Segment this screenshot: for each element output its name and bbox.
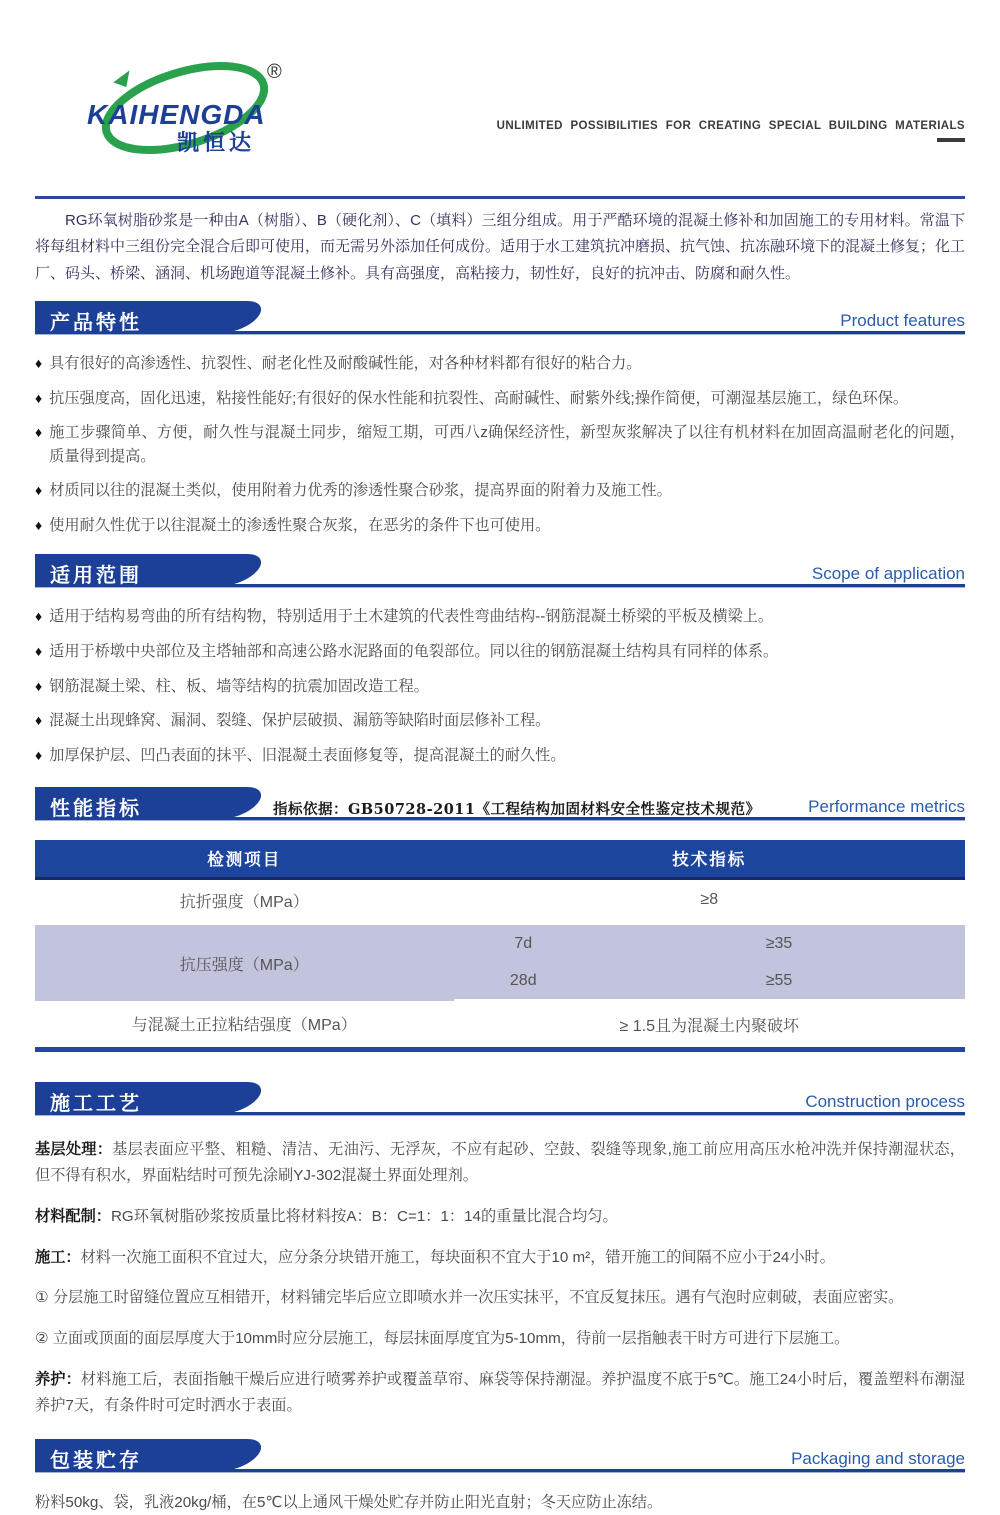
section-header-scope xyxy=(35,554,965,594)
company-tagline: UNLIMITED POSSIBILITIES FOR CREATING SPECIAL BUILDING MATERIALS xyxy=(496,120,965,132)
step-text: 材料施工后，表面指触干燥后应进行喷雾养护或覆盖草帘、麻袋等保持潮湿。养护温度不底于5℃。施工24小时后，覆盖塑料布潮湿养护7天，有条件时可定时洒水于表面。 xyxy=(35,1371,965,1414)
bullet-text: 钢筋混凝土梁、柱、板、墙等结构的抗震加固改造工程。 xyxy=(49,677,429,695)
packaging-text: 粉料50kg、袋，乳液20kg/桶，在5℃以上通风干燥处贮存并防止阳光直射；冬天应防止冻结。 xyxy=(35,1493,663,1511)
logo-brand-en: KAIHENGDA xyxy=(87,99,266,130)
scope-bullet xyxy=(35,675,965,699)
scope-bullet xyxy=(35,605,965,629)
scope-bullet xyxy=(35,744,965,768)
section-title-en: Performance metrics xyxy=(808,797,965,817)
construction-step xyxy=(35,1137,965,1189)
metrics-table xyxy=(35,840,965,1046)
scope-bullet xyxy=(35,640,965,664)
tagline-underline-bar xyxy=(937,138,965,142)
table-row xyxy=(35,923,965,962)
bullet-text: 抗压强度高，固化迅速，粘接性能好;有很好的保水性能和抗裂性、高耐碱性、耐紫外线;操作简便，可潮湿基层施工，绿色环保。 xyxy=(49,389,909,407)
cell-age: 7d xyxy=(454,923,594,962)
diamond-bullet-icon: ♦ xyxy=(35,747,43,764)
section-title-cn: 包装贮存 xyxy=(50,1449,142,1472)
feature-bullet xyxy=(35,421,965,468)
step-label: 施工： xyxy=(35,1248,81,1266)
step-text: ① 分层施工时留缝位置应互相错开，材料铺完毕后应立即喷水并一次压实抹平，不宜反复抹压。遇有气泡时应刺破，表面应密实。 xyxy=(35,1289,904,1307)
step-text: RG环氧树脂砂浆按质量比将材料按A：B：C=1：1：14的重量比混合均匀。 xyxy=(110,1207,618,1225)
company-logo xyxy=(85,48,305,163)
bullet-text: 施工步骤简单、方便，耐久性与混凝土同步，缩短工期，可西八z确保经济性，新型灰浆解决了以往有机材料在加固高温耐老化的问题，质量得到提高。 xyxy=(49,424,965,465)
section-title-en: Packaging and storage xyxy=(791,1448,965,1468)
feature-bullet xyxy=(35,387,965,411)
bullet-text: 使用耐久性优于以往混凝土的渗透性聚合灰浆，在恶劣的条件下也可使用。 xyxy=(49,517,551,535)
feature-bullet xyxy=(35,352,965,376)
cell-value: ≥55 xyxy=(593,962,965,1001)
construction-paragraphs xyxy=(35,1137,965,1419)
diamond-bullet-icon: ♦ xyxy=(35,389,43,406)
cell-value: ≥ 1.5且为混凝土内聚破坏 xyxy=(454,1001,966,1046)
step-text: ② 立面或顶面的面层厚度大于10mm时应分层施工，每层抹面厚度宜为5-10mm，待前一层指触表干时方可进行下层施工。 xyxy=(35,1330,850,1348)
section-title-cn: 施工工艺 xyxy=(50,1093,142,1116)
cell-value: ≥35 xyxy=(593,923,965,962)
features-bullet-list xyxy=(35,352,965,538)
top-divider-rule xyxy=(35,196,965,199)
construction-step xyxy=(35,1204,965,1230)
section-header-packaging xyxy=(35,1439,965,1479)
scope-bullet xyxy=(35,709,965,733)
table-row xyxy=(35,1001,965,1046)
logo-brand-cn: 凯恒达 xyxy=(177,130,256,155)
section-header-shape xyxy=(35,301,965,341)
step-label: 材料配制： xyxy=(35,1207,111,1225)
section-title-cn: 性能指标 xyxy=(50,798,142,821)
cell-item: 抗折强度（MPa） xyxy=(35,878,454,923)
bullet-text: 材质同以往的混凝土类似，使用附着力优秀的渗透性聚合砂浆，提高界面的附着力及施工性。 xyxy=(49,482,672,500)
construction-step xyxy=(35,1285,965,1311)
product-intro-paragraph: RG环氧树脂砂浆是一种由A（树脂）、B（硬化剂）、C（填料）三组分组成。用于严酷环境的混凝土修补和加固施工的专用材料。常温下将每组材料中三组份完全混合后即可使用，而无需另外添加任何成份。适用于水工建筑抗冲磨损、抗气蚀、抗冻融环境下的混凝土修复；化工厂、码头、桥梁、涵洞、机场跑道等混凝土修补。具有高强度，高粘接力，韧性好，良好的抗冲击、防腐和耐久性。 xyxy=(35,212,966,282)
step-label: 基层处理： xyxy=(35,1141,113,1159)
construction-step xyxy=(35,1245,965,1271)
step-label: 养护： xyxy=(35,1371,81,1389)
bullet-text: 加厚保护层、凹凸表面的抹平、旧混凝土表面修复等，提高混凝土的耐久性。 xyxy=(49,747,566,765)
registered-trademark-icon: ® xyxy=(267,61,282,83)
feature-bullet xyxy=(35,514,965,538)
step-text: 基层表面应平整、粗糙、清洁、无油污、无浮灰，不应有起砂、空鼓、裂缝等现象,施工前应用高压水枪冲洗并保持潮湿状态，但不得有积水，界面粘结时可预先涂刷YJ-302混凝土界面处理剂。 xyxy=(35,1141,965,1184)
diamond-bullet-icon: ♦ xyxy=(35,712,43,729)
bullet-text: 适用于结构易弯曲的所有结构物，特别适用于土木建筑的代表性弯曲结构--钢筋混凝土桥梁的平板及横梁上。 xyxy=(49,608,774,626)
cell-age: 28d xyxy=(454,962,594,1001)
bullet-text: 混凝土出现蜂窝、漏洞、裂缝、保护层破损、漏筋等缺陷时面层修补工程。 xyxy=(49,712,551,730)
diamond-bullet-icon: ♦ xyxy=(35,482,43,499)
construction-step xyxy=(35,1367,965,1419)
scope-bullet-list xyxy=(35,605,965,768)
section-header-construction xyxy=(35,1082,965,1122)
section-header-features xyxy=(35,301,965,341)
metrics-standard-note: 指标依据：GB50728-2011《工程结构加固材料安全性鉴定技术规范》 xyxy=(273,801,761,819)
col-header-tech-spec: 技术指标 xyxy=(454,840,966,878)
feature-bullet xyxy=(35,479,965,503)
section-header-metrics xyxy=(35,787,965,827)
table-header-row xyxy=(35,840,965,878)
table-bottom-rule xyxy=(35,1047,965,1052)
bullet-text: 适用于桥墩中央部位及主塔轴部和高速公路水泥路面的龟裂部位。同以往的钢筋混凝土结构具有同样的体系。 xyxy=(49,642,779,660)
diamond-bullet-icon: ♦ xyxy=(35,517,43,534)
masthead xyxy=(35,0,965,196)
section-title-en: Scope of application xyxy=(811,564,965,584)
diamond-bullet-icon: ♦ xyxy=(35,642,43,659)
section-title-cn: 适用范围 xyxy=(50,565,142,588)
cell-item: 与混凝土正拉粘结强度（MPa） xyxy=(35,1001,454,1046)
section-title-cn: 产品特性 xyxy=(50,311,142,334)
construction-step xyxy=(35,1326,965,1352)
cell-value: ≥8 xyxy=(454,878,966,923)
diamond-bullet-icon: ♦ xyxy=(35,608,43,625)
cell-item: 抗压强度（MPa） xyxy=(35,923,454,1001)
diamond-bullet-icon: ♦ xyxy=(35,424,43,441)
section-title-en: Product features xyxy=(840,310,965,330)
col-header-test-item: 检测项目 xyxy=(35,840,454,878)
diamond-bullet-icon: ♦ xyxy=(35,677,43,694)
bullet-text: 具有很好的高渗透性、抗裂性、耐老化性及耐酸碱性能，对各种材料都有很好的粘合力。 xyxy=(49,354,642,372)
step-text: 材料一次施工面积不宜过大，应分条分块错开施工，每块面积不宜大于10 m²，错开施工的间隔不应小于24小时。 xyxy=(80,1248,835,1266)
section-title-en: Construction process xyxy=(805,1092,965,1112)
diamond-bullet-icon: ♦ xyxy=(35,354,43,371)
table-row xyxy=(35,878,965,923)
